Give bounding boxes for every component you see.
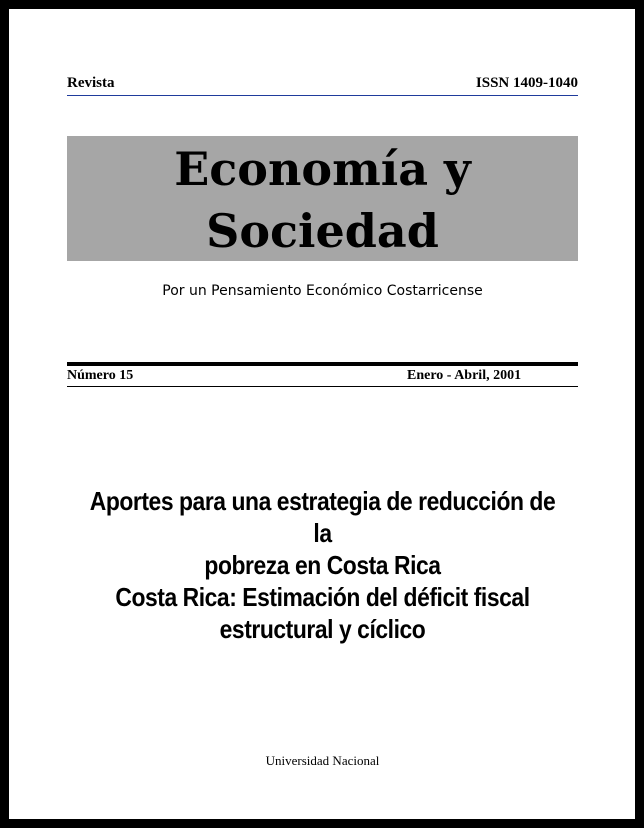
article-title-1 (89, 485, 556, 581)
title-banner (67, 136, 578, 261)
issue-number: Número 15 (67, 368, 134, 383)
masthead-label: Revista (67, 75, 115, 91)
issn-label: ISSN 1409-1040 (475, 75, 578, 91)
article-title-1-line2: pobreza en Costa Rica (204, 550, 441, 580)
journal-title-line1: Economía y (174, 142, 471, 196)
journal-subtitle: Por un Pensamiento Económico Costarricense (162, 283, 483, 299)
issue-date: Enero - Abril, 2001 (407, 368, 522, 383)
publisher-name: Universidad Nacional (265, 753, 380, 768)
article-title-2 (89, 581, 556, 645)
article-title-2-line2: estructural y cíclico (219, 614, 426, 644)
article-title-2-line1: Costa Rica: Estimación del déficit fiscal (115, 582, 530, 612)
journal-title-line2: Sociedad (206, 204, 439, 258)
issue-bar (67, 362, 578, 387)
article-title-1-line1: Aportes para una estrategia de reducción de la (89, 486, 556, 548)
masthead (67, 75, 578, 96)
journal-title (67, 136, 578, 262)
